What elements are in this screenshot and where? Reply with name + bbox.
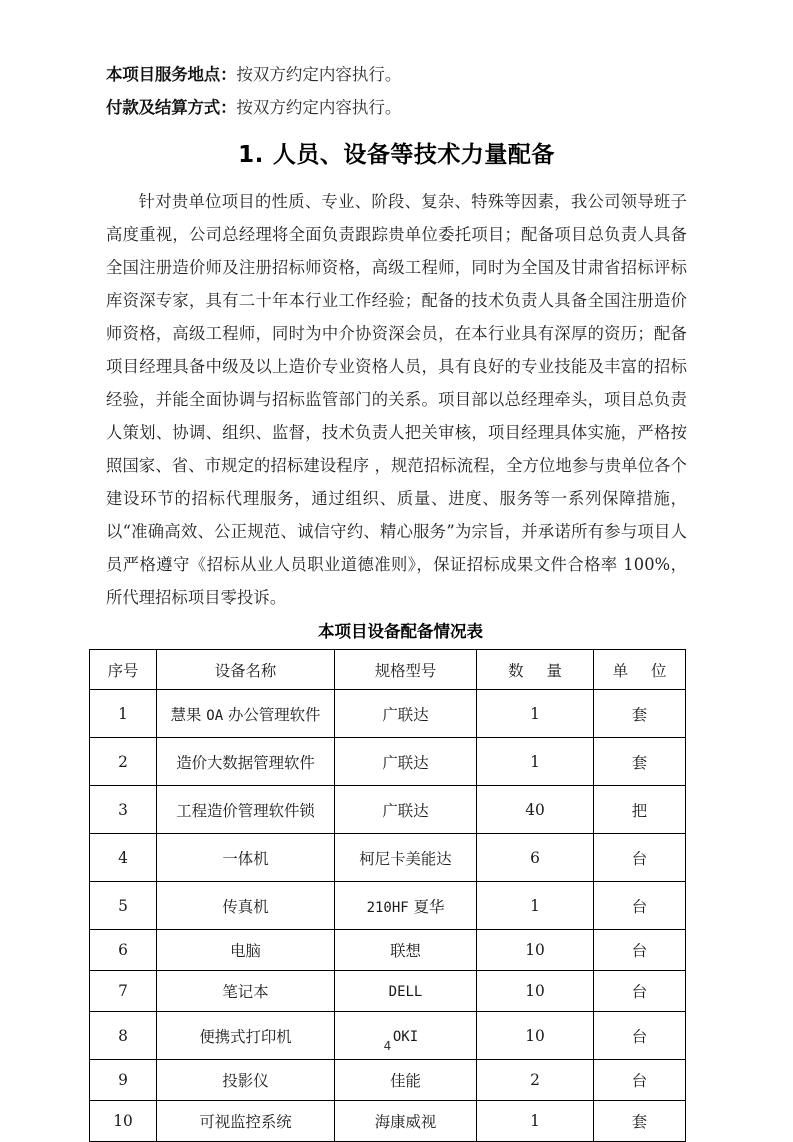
cell-no: 10 — [90, 1101, 157, 1142]
cell-name: 笔记本 — [157, 971, 335, 1012]
cell-no: 6 — [90, 930, 157, 971]
cell-unit: 台 — [594, 882, 686, 930]
payment-settlement-line — [106, 91, 687, 124]
cell-quantity: 6 — [477, 834, 594, 882]
header-unit-text: 单 位 — [612, 661, 676, 680]
table-row — [90, 882, 686, 930]
cell-name: 可视监控系统 — [157, 1101, 335, 1142]
cell-unit: 套 — [594, 738, 686, 786]
cell-quantity: 10 — [477, 971, 594, 1012]
table-row — [90, 690, 686, 738]
cell-model: 广联达 — [335, 786, 477, 834]
table-row — [90, 1101, 686, 1142]
cell-name: 工程造价管理软件锁 — [157, 786, 335, 834]
payment-settlement-label: 付款及结算方式： — [106, 98, 237, 117]
cell-no: 9 — [90, 1060, 157, 1101]
cell-unit: 台 — [594, 1060, 686, 1101]
cell-no: 4 — [90, 834, 157, 882]
table-row — [90, 834, 686, 882]
cell-no: 8 — [90, 1012, 157, 1060]
header-cell-no: 序号 — [90, 650, 157, 690]
cell-unit: 台 — [594, 930, 686, 971]
page-number: 4 — [383, 1039, 392, 1053]
cell-unit: 台 — [594, 834, 686, 882]
cell-no: 7 — [90, 971, 157, 1012]
cell-no: 1 — [90, 690, 157, 738]
cell-model: OKI — [335, 1012, 477, 1060]
cell-name: 投影仪 — [157, 1060, 335, 1101]
cell-no: 5 — [90, 882, 157, 930]
cell-name: 便携式打印机 — [157, 1012, 335, 1060]
header-cell-model: 规格型号 — [335, 650, 477, 690]
table-header-row — [90, 650, 686, 690]
cell-name: 造价大数据管理软件 — [157, 738, 335, 786]
payment-settlement-value: 按双方约定内容执行。 — [236, 98, 402, 117]
cell-no: 3 — [90, 786, 157, 834]
cell-model: 柯尼卡美能达 — [335, 834, 477, 882]
cell-quantity: 40 — [477, 786, 594, 834]
equipment-table — [89, 649, 686, 1142]
page-content — [106, 58, 687, 1142]
header-cell-name: 设备名称 — [157, 650, 335, 690]
cell-unit: 把 — [594, 786, 686, 834]
section-number: 1. — [238, 142, 264, 168]
cell-unit: 套 — [594, 1101, 686, 1142]
cell-model: DELL — [335, 971, 477, 1012]
section-title: 人员、设备等技术力量配备 — [272, 142, 555, 168]
cell-name: 电脑 — [157, 930, 335, 971]
cell-model: 联想 — [335, 930, 477, 971]
cell-quantity: 1 — [477, 1101, 594, 1142]
header-cell-quantity — [477, 650, 594, 690]
header-quantity-text: 数 量 — [508, 661, 571, 680]
table-body — [90, 690, 686, 1142]
table-row — [90, 930, 686, 971]
cell-name: 传真机 — [157, 882, 335, 930]
table-row — [90, 1060, 686, 1101]
section-heading — [106, 138, 687, 172]
cell-model: 广联达 — [335, 690, 477, 738]
header-cell-unit — [594, 650, 686, 690]
cell-quantity: 2 — [477, 1060, 594, 1101]
cell-model: 210HF 夏华 — [335, 882, 477, 930]
table-row — [90, 971, 686, 1012]
body-paragraph: 针对贵单位项目的性质、专业、阶段、复杂、特殊等因素，我公司领导班子高度重视，公司总经理将全面负责跟踪贵单位委托项目；配备项目总负责人具备全国注册造价师及注册招标师资格，高级工程师，同时为全国及甘肃省招标评标库资深专家，具有二十年本行业工作经验；配备的技术负责人具备全国注册造价师资格，高级工程师，同时为中介协资深会员，在本行业具有深厚的资历；配备项目经理具备中级及以上造价专业资格人员，具有良好的专业技能及丰富的招标经验，并能全面协调与招标监管部门的关系。项目部以总经理牵头，项目总负责人策划、协调、组织、监督，技术负责人把关审核，项目经理具体实施，严格按照国家、省、市规定的招标建设程序 ，规范招标流程，全方位地参与贵单位各个建设环节的招标代理服务，通过组织、质量、进度、服务等一系列保障措施，以“准确高效、公正规范、诚信守约、精心服务”为宗旨，并承诺所有参与项目人员严格遵守《招标从业人员职业道德准则》，保证招标成果文件合格率 100%，所代理招标项目零投诉。 — [106, 192, 687, 607]
table-header — [90, 650, 686, 690]
cell-name: 慧果 OA 办公管理软件 — [157, 690, 335, 738]
table-caption: 本项目设备配备情况表 — [318, 622, 483, 641]
service-location-value: 按双方约定内容执行。 — [236, 65, 402, 84]
cell-unit: 套 — [594, 690, 686, 738]
cell-model: 佳能 — [335, 1060, 477, 1101]
cell-model: 广联达 — [335, 738, 477, 786]
cell-unit: 台 — [594, 1012, 686, 1060]
cell-quantity: 10 — [477, 930, 594, 971]
cell-quantity: 10 — [477, 1012, 594, 1060]
cell-quantity: 1 — [477, 690, 594, 738]
service-location-line — [106, 58, 687, 91]
cell-no: 2 — [90, 738, 157, 786]
service-location-label: 本项目服务地点： — [106, 65, 237, 84]
cell-quantity: 1 — [477, 882, 594, 930]
cell-name: 一体机 — [157, 834, 335, 882]
table-row — [90, 738, 686, 786]
cell-quantity: 1 — [477, 738, 594, 786]
cell-unit: 台 — [594, 971, 686, 1012]
cell-model: 海康威视 — [335, 1101, 477, 1142]
table-row — [90, 786, 686, 834]
